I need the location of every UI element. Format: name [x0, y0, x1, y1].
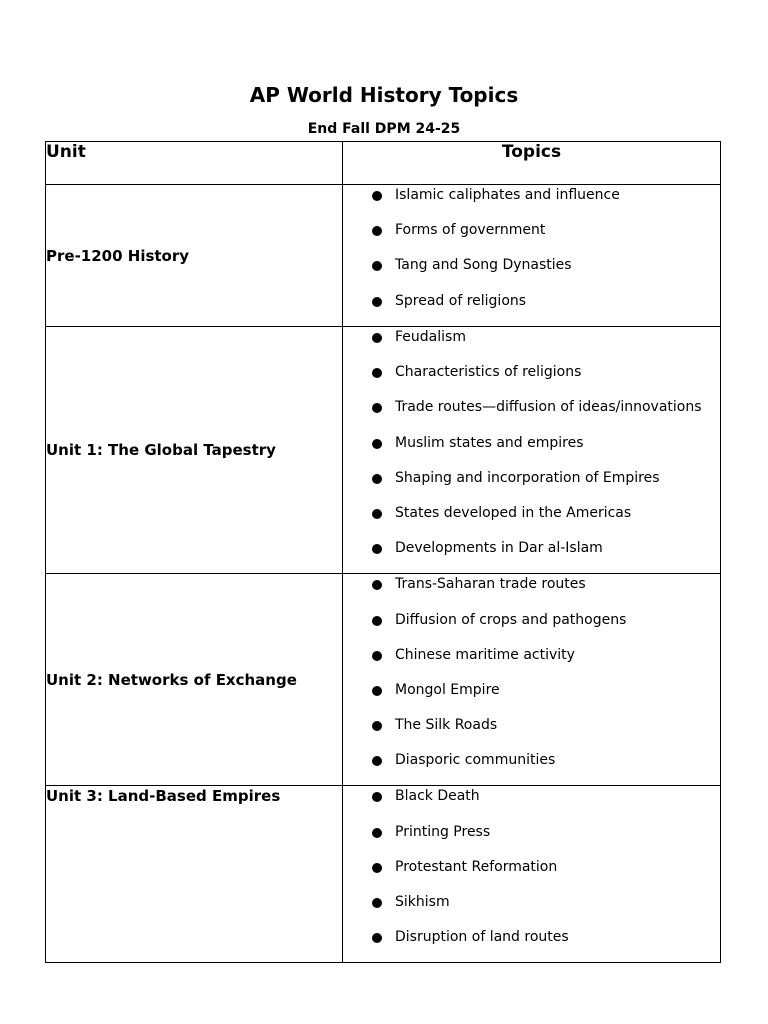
unit-column-header: Unit: [46, 142, 343, 185]
topic-text: Islamic caliphates and influence: [395, 187, 620, 203]
topic-text: States developed in the Americas: [395, 504, 632, 521]
table-row: [46, 574, 721, 786]
topic-item: [343, 362, 720, 397]
bullet-icon: [372, 828, 382, 838]
topic-item: [343, 433, 720, 468]
unit-cell: Pre-1200 History: [46, 185, 343, 327]
topic-item: [343, 468, 720, 503]
topic-text: Black Death: [395, 788, 480, 805]
topic-item: [343, 538, 720, 573]
topic-item: [343, 503, 720, 538]
topic-list: [343, 786, 720, 962]
topics-table: [45, 141, 721, 963]
topic-text: Tang and Song Dynasties: [395, 257, 572, 274]
bullet-icon: [372, 756, 382, 766]
bullet-icon: [372, 439, 382, 449]
topic-text: Spread of religions: [395, 292, 527, 309]
bullet-icon: [372, 403, 382, 413]
topics-column-header: Topics: [343, 142, 721, 185]
table-header-row: [46, 142, 721, 185]
bullet-icon: [372, 792, 382, 802]
topic-item: [343, 574, 720, 609]
topic-text: Muslim states and empires: [395, 434, 584, 451]
bullet-icon: [372, 226, 382, 236]
bullet-icon: [372, 297, 382, 307]
bullet-icon: [372, 616, 382, 626]
table-row: [46, 327, 721, 574]
topic-text: Trade routes—diffusion of ideas/innovations: [395, 399, 702, 416]
topic-item: [343, 610, 720, 645]
topic-list: [343, 574, 720, 785]
document-title: AP World History Topics: [249, 83, 519, 107]
topic-item: [343, 185, 720, 220]
bullet-icon: [372, 651, 382, 661]
bullet-icon: [372, 368, 382, 378]
topics-cell: [343, 327, 721, 574]
topic-list: [343, 185, 720, 326]
bullet-icon: [372, 933, 382, 943]
table-row: [46, 185, 721, 327]
topic-item: [343, 857, 720, 892]
topic-item: [343, 327, 720, 362]
table-row: [46, 786, 721, 963]
bullet-icon: [372, 863, 382, 873]
topic-text: Chinese maritime activity: [395, 646, 575, 663]
unit-cell: Unit 2: Networks of Exchange: [46, 574, 343, 786]
unit-cell: Unit 1: The Global Tapestry: [46, 327, 343, 574]
topic-list: [343, 327, 720, 573]
unit-cell: Unit 3: Land-Based Empires: [46, 786, 343, 963]
topic-item: [343, 892, 720, 927]
topic-item: [343, 220, 720, 255]
topic-text: Forms of government: [395, 222, 546, 239]
topic-item: [343, 822, 720, 857]
topics-cell: [343, 786, 721, 963]
topic-text: Diffusion of crops and pathogens: [395, 611, 627, 628]
topic-item: [343, 680, 720, 715]
bullet-icon: [372, 686, 382, 696]
topics-cell: [343, 185, 721, 327]
topic-text: Printing Press: [395, 823, 491, 840]
topic-text: Developments in Dar al-Islam: [395, 540, 603, 557]
bullet-icon: [372, 333, 382, 343]
bullet-icon: [372, 474, 382, 484]
topic-text: Diasporic communities: [395, 752, 556, 769]
bullet-icon: [372, 261, 382, 271]
topic-item: [343, 750, 720, 785]
topic-text: Mongol Empire: [395, 681, 500, 698]
topic-text: Sikhism: [395, 894, 450, 910]
bullet-icon: [372, 191, 382, 201]
topic-item: [343, 645, 720, 680]
bullet-icon: [372, 580, 382, 590]
topic-text: Protestant Reformation: [395, 858, 558, 875]
topic-item: [343, 397, 720, 432]
topics-cell: [343, 574, 721, 786]
bullet-icon: [372, 898, 382, 908]
topic-text: The Silk Roads: [395, 717, 498, 734]
topic-item: [343, 291, 720, 326]
document-subtitle: End Fall DPM 24-25: [307, 121, 461, 137]
topic-text: Characteristics of religions: [395, 364, 582, 381]
bullet-icon: [372, 544, 382, 554]
topic-item: [343, 786, 720, 821]
bullet-icon: [372, 721, 382, 731]
topic-text: Feudalism: [395, 329, 466, 345]
topic-text: Trans-Saharan trade routes: [395, 576, 586, 593]
topic-item: [343, 927, 720, 962]
topic-item: [343, 255, 720, 290]
topic-text: Shaping and incorporation of Empires: [395, 469, 660, 486]
topic-text: Disruption of land routes: [395, 929, 569, 946]
bullet-icon: [372, 509, 382, 519]
topic-item: [343, 715, 720, 750]
